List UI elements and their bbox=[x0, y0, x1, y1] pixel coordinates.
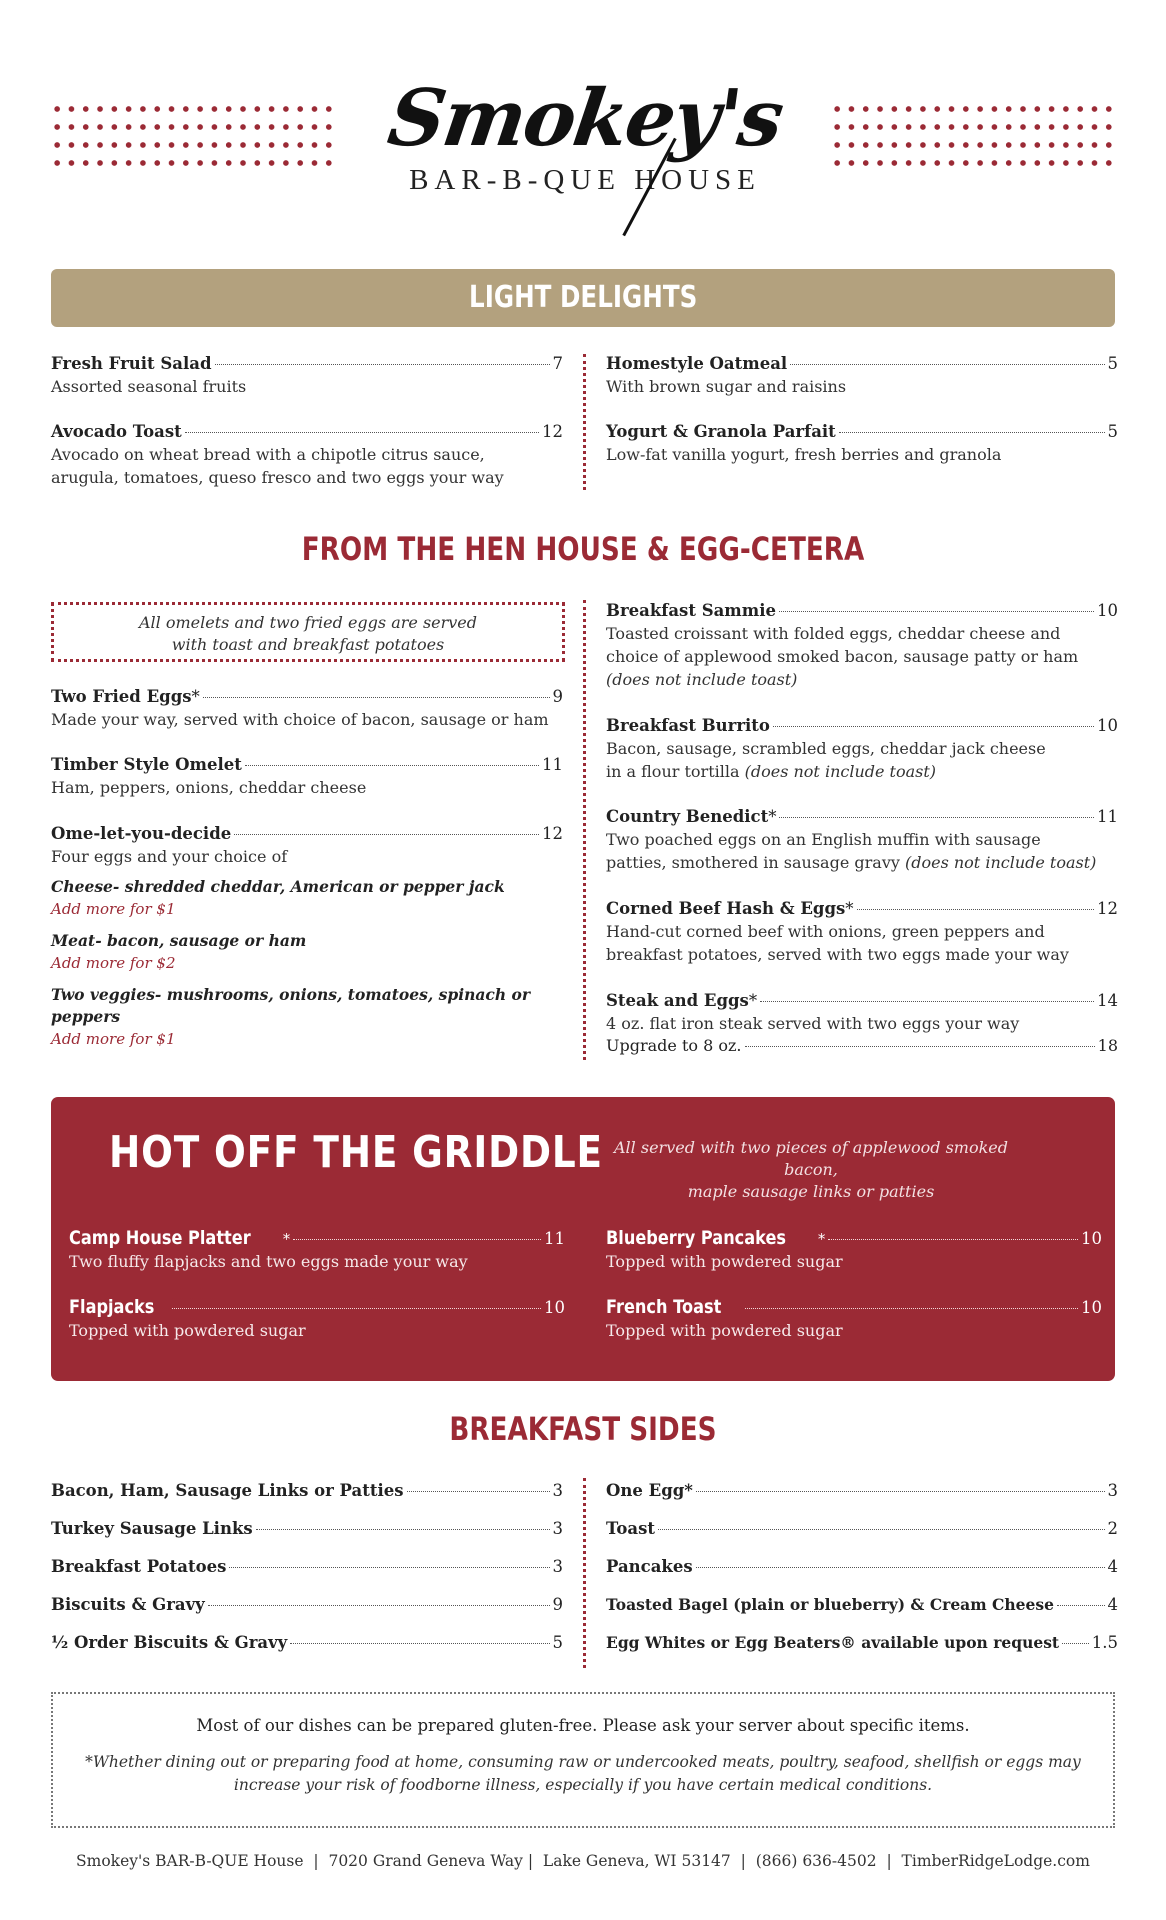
list-item: Turkey Sausage Links 3 bbox=[51, 1519, 563, 1538]
footer-address: Smokey's BAR-B-QUE House | 7020 Grand Geneva Way | Lake Geneva, WI 53147 | (866) 636-4502 | TimberRidgeLodge.com bbox=[76, 1852, 1090, 1870]
menu-item: Blueberry Pancakes * 10 Topped with powdered sugar bbox=[606, 1227, 1102, 1271]
menu-item: Avocado Toast 12 Avocado on wheat bread with a chipotle citrus sauce, arugula, tomatoes, queso fresco and two eggs your way bbox=[51, 422, 563, 487]
column-divider bbox=[583, 1478, 586, 1668]
menu-item: Ome-let-you-decide 12 Four eggs and your choice of Cheese- shredded cheddar, American or pepper jack Add more for $1 Meat- bacon, sausage or ham Add more for $2 Two veggies- mushrooms, onions, tomatoes, spinach or peppers Add more for $1 bbox=[51, 824, 563, 1048]
logo bbox=[380, 62, 790, 222]
light-delights-banner: LIGHT DELIGHTS bbox=[51, 269, 1115, 327]
menu-item: Breakfast Sammie 10 Toasted croissant with folded eggs, cheddar cheese and choice of applewood smoked bacon, sausage patty or ham (does not include toast) bbox=[606, 601, 1118, 689]
column-divider bbox=[583, 600, 586, 1060]
logo-subtitle: BAR-B-QUE HOUSE bbox=[409, 164, 761, 196]
menu-item: Flapjacks 10 Topped with powdered sugar bbox=[69, 1296, 565, 1340]
menu-item: Corned Beef Hash & Eggs* 12 Hand-cut corned beef with onions, green peppers and breakfast potatoes, served with two eggs made your way bbox=[606, 899, 1118, 964]
omelet-note: All omelets and two fried eggs are served with toast and breakfast potatoes bbox=[51, 602, 565, 662]
list-item: Breakfast Potatoes 3 bbox=[51, 1557, 563, 1576]
breakfast-sides-title: BREAKFAST SIDES bbox=[449, 1410, 717, 1448]
menu-item: Timber Style Omelet 11 Ham, peppers, onions, cheddar cheese bbox=[51, 755, 563, 797]
menu-item: Yogurt & Granola Parfait 5 Low-fat vanilla yogurt, fresh berries and granola bbox=[606, 422, 1118, 464]
menu-item: Two Fried Eggs* 9 Made your way, served with choice of bacon, sausage or ham bbox=[51, 687, 563, 729]
list-item: Toasted Bagel (plain or blueberry) & Cream Cheese 4 bbox=[606, 1595, 1118, 1614]
menu-item: Breakfast Burrito 10 Bacon, sausage, scrambled eggs, cheddar jack cheese in a flour tortilla (does not include toast) bbox=[606, 716, 1118, 781]
menu-item: Homestyle Oatmeal 5 With brown sugar and raisins bbox=[606, 354, 1118, 396]
list-item: Egg Whites or Egg Beaters® available upon request 1.5 bbox=[606, 1633, 1118, 1652]
logo-script: Smokey's bbox=[382, 73, 788, 164]
menu-item: Country Benedict* 11 Two poached eggs on an English muffin with sausage patties, smothered in sausage gravy (does not include toast) bbox=[606, 807, 1118, 872]
dietary-notice: Most of our dishes can be prepared gluten-free. Please ask your server about specific items. *Whether dining out or preparing food at home, consuming raw or undercooked meats, poultry, seafood, shellfish or eggs may increase your risk of foodborne illness, especially if you have certain medical conditions. bbox=[51, 1692, 1115, 1828]
decorative-dots-left bbox=[50, 100, 336, 172]
hen-house-title: FROM THE HEN HOUSE & EGG-CETERA bbox=[301, 530, 865, 568]
menu-item: Steak and Eggs* 14 4 oz. flat iron steak served with two eggs your way Upgrade to 8 oz. 18 bbox=[606, 991, 1118, 1055]
list-item: Biscuits & Gravy 9 bbox=[51, 1595, 563, 1614]
griddle-title: HOT OFF THE GRIDDLE bbox=[109, 1127, 603, 1178]
list-item: ½ Order Biscuits & Gravy 5 bbox=[51, 1633, 563, 1652]
list-item: Pancakes 4 bbox=[606, 1557, 1118, 1576]
list-item: One Egg* 3 bbox=[606, 1481, 1118, 1500]
column-divider bbox=[583, 354, 586, 490]
griddle-note: All served with two pieces of applewood smoked bacon, maple sausage links or patties bbox=[613, 1138, 1009, 1201]
decorative-dots-right bbox=[830, 100, 1116, 172]
menu-item: Fresh Fruit Salad 7 Assorted seasonal fruits bbox=[51, 354, 563, 396]
list-item: Toast 2 bbox=[606, 1519, 1118, 1538]
griddle-panel bbox=[51, 1097, 1115, 1381]
menu-item: French Toast 10 Topped with powdered sugar bbox=[606, 1296, 1102, 1340]
menu-item: Camp House Platter * 11 Two fluffy flapjacks and two eggs made your way bbox=[69, 1227, 565, 1271]
list-item: Bacon, Ham, Sausage Links or Patties 3 bbox=[51, 1481, 563, 1500]
